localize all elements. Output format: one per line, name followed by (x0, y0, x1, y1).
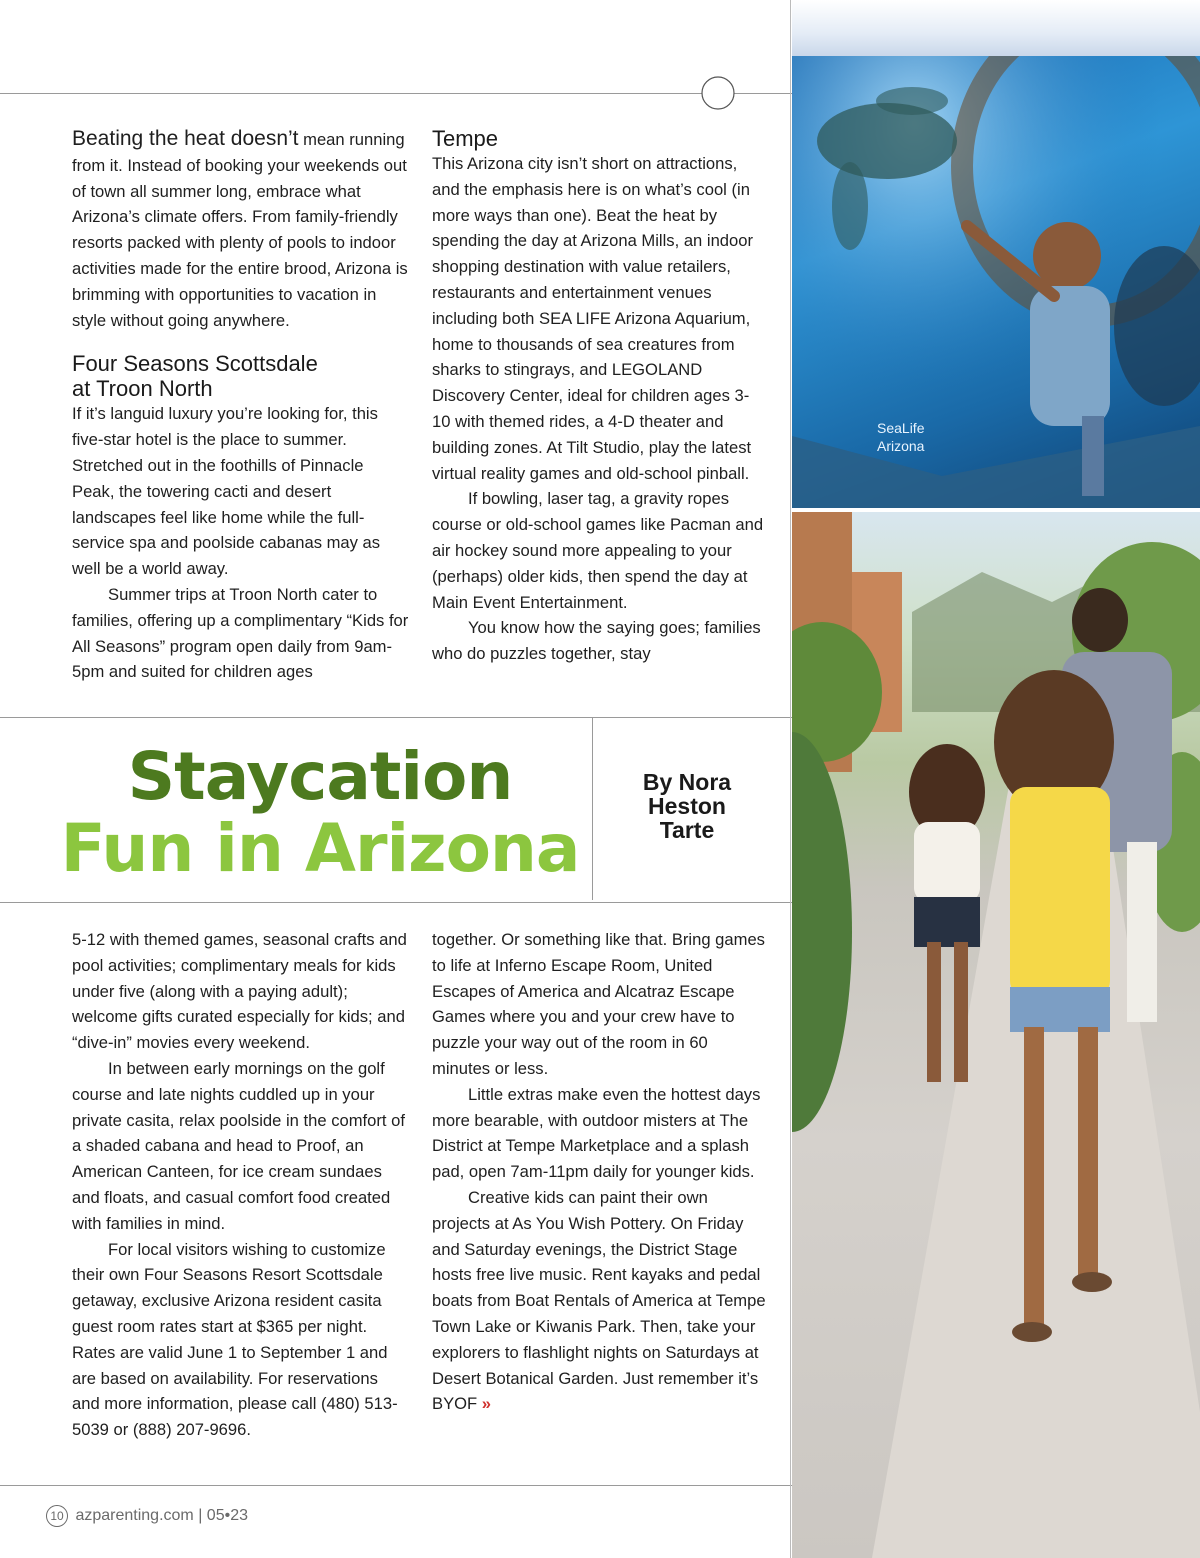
intro-lead: Beating the heat doesn’t (72, 127, 299, 150)
intro-text: mean running from it. Instead of booking your weekends out of town all summer long, embrace what Arizona’s climate offers. From family-friendly resorts packed with plenty of pools to indoor activities made for the entire brood, Arizona is brimming with opportunities to vacation in style without going anywhere. (72, 130, 408, 330)
byline-line-3: Tarte (659, 817, 715, 843)
intro-paragraph (72, 126, 410, 333)
footer-text: azparenting.com | 05•23 (75, 1507, 248, 1525)
tempe-heading: Tempe (432, 126, 499, 151)
caption-line-1: SeaLife (877, 420, 925, 436)
intro-column (72, 126, 410, 685)
title-block (0, 718, 592, 900)
page-footer (46, 1505, 248, 1527)
caption-line-2: Arizona (877, 438, 925, 454)
tempe-paragraph-1: This Arizona city isn’t short on attractions, and the emphasis here is on what’s cool (in more ways than one). Beat the heat by spending the day at Arizona Mills, an indoor shopping destination with value retailers, restaurants and entertainment venues including both SEA LIFE Arizona Aquarium, home to thousands of sea creatures from sharks to stingrays, and LEGOLAND Discovery Center, ideal for children ages 3-10 with themed rides, a 4-D theater and building zones. At Tilt Studio, play the latest virtual reality games and old-school pinball. (432, 154, 754, 483)
four-seasons-heading (72, 351, 410, 401)
tempe-paragraph-2: If bowling, laser tag, a gravity ropes course or old-school games like Pacman and air hockey sound more appealing to your (perhaps) older kids, then spend the day at Main Event Entertainment. (432, 489, 764, 612)
lower-right-paragraph-2: Little extras make even the hottest days more bearable, with outdoor misters at The District at Tempe Marketplace and a splash pad, open 7am-11pm daily for younger kids. (432, 1084, 761, 1182)
lower-left-paragraph-2: In between early mornings on the golf course and late nights cuddled up in your private casita, relax poolside in the comfort of a shaded cabana and head to Proof, an American Canteen, for ice cream sundaes and floats, and casual comfort food created with families in mind. (72, 1058, 405, 1233)
continue-arrow-icon: » (481, 1394, 492, 1414)
page-number: 10 (46, 1505, 68, 1527)
lower-left-paragraph-1: 5-12 with themed games, seasonal crafts and pool activities; complimentary meals for kids under five (along with a paying adult); welcome gifts curated especially for kids; and “dive-in” movies every weekend. (72, 930, 407, 1053)
four-seasons-heading-line2: at Troon North (72, 376, 213, 402)
tempe-column (432, 126, 766, 667)
lower-right-column (432, 927, 766, 1417)
byline-line-2: Heston (648, 793, 726, 819)
footer-rule (0, 1485, 792, 1486)
lower-left-column (72, 927, 410, 1443)
title-bottom-rule (0, 902, 792, 903)
lower-right-paragraph-3-text: Creative kids can paint their own projects at As You Wish Pottery. On Friday and Saturday evenings, the District Stage hosts free live music. Rent kayaks and pedal boats from Boat Rentals of America at Tempe Town Lake or Kiwanis Park. Then, take your explorers to flashlight nights on Saturdays at Desert Botanical Garden. Just remember it’s BYOF (432, 1187, 766, 1414)
aquarium-scene (792, 56, 1200, 508)
aquarium-photo (792, 56, 1200, 508)
top-rule (0, 93, 792, 94)
title-line-1: Staycation (127, 738, 513, 815)
family-scene (792, 512, 1200, 1558)
sky-strip (792, 0, 1200, 56)
photo-caption (877, 419, 924, 455)
lower-right-paragraph-1: together. Or something like that. Bring games to life at Inferno Escape Room, United Escapes of America and Alcatraz Escape Games where you and your crew have to puzzle your way out of the room in 60 minutes or less. (432, 930, 765, 1078)
title-line-2: Fun in Arizona (60, 810, 580, 887)
byline-line-1: By Nora (642, 769, 732, 795)
tempe-paragraph-3: You know how the saying goes; families who do puzzles together, stay (432, 618, 761, 664)
circle-ornament (700, 76, 736, 112)
four-seasons-heading-line1: Four Seasons Scottsdale (72, 351, 318, 377)
family-walking-photo (792, 512, 1200, 1558)
four-seasons-paragraph-1: If it’s languid luxury you’re looking for, this five-star hotel is the place to summer. Stretched out in the foothills of Pinnacle Peak, the towering cacti and desert landscapes feel like home while the full-service spa and poolside cabanas may as well be a world away. (72, 404, 381, 579)
photo-column-edge (790, 0, 791, 1558)
byline (612, 770, 762, 842)
lower-left-paragraph-3: For local visitors wishing to customize their own Four Seasons Resort Scottsdale getaway, exclusive Arizona resident casita guest room rates start at $365 per night. Rates are valid June 1 to September 1 and are based on availability. For reservations and more information, please call (480) 513-5039 or (888) 207-9696. (72, 1239, 398, 1440)
four-seasons-paragraph-2: Summer trips at Troon North cater to families, offering up a complimentary “Kids for All Seasons” program open daily from 9am-5pm and suited for children ages (72, 584, 409, 682)
lower-right-paragraph-3 (432, 1185, 766, 1417)
